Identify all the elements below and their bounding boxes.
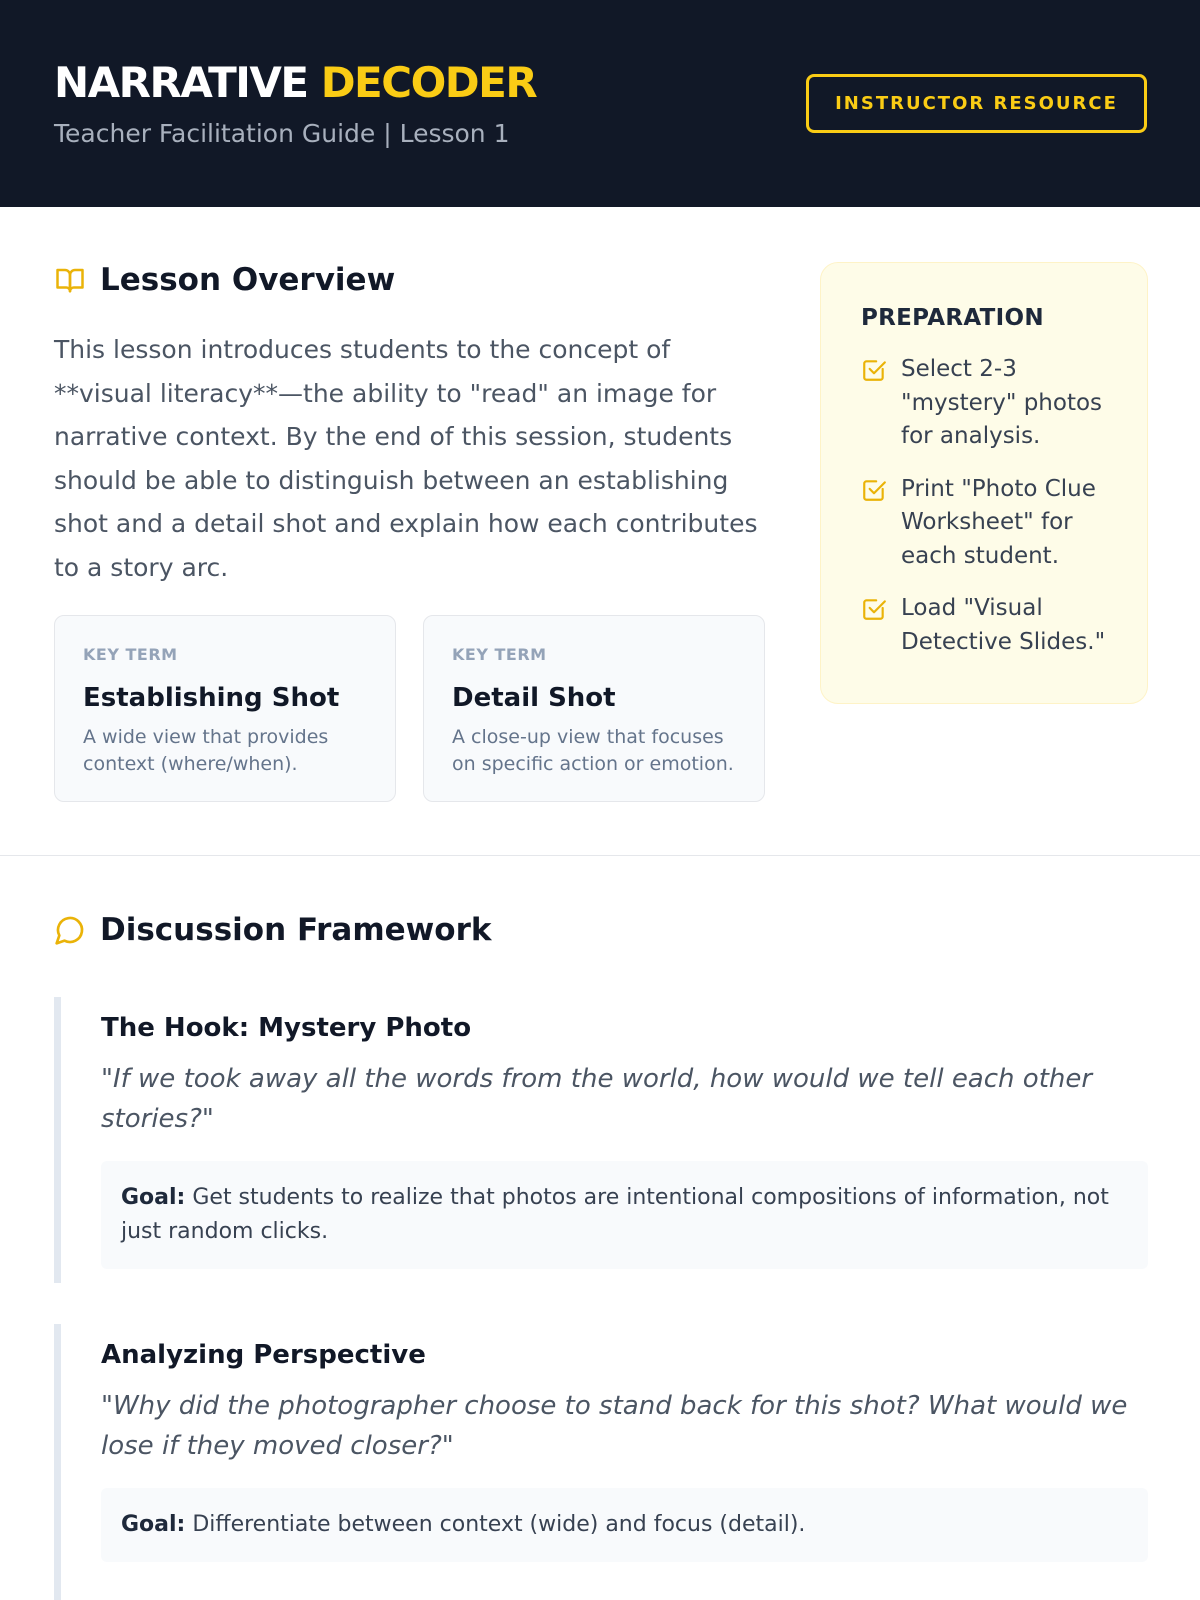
lesson-overview-text: This lesson introduces students to the concept of **visual literacy**—the ability to "read" an image for narrative context. By the end of this session, students should be able to distinguish between an establishing shot and a detail shot and explain how each contributes to a story arc.	[54, 335, 758, 582]
key-term-kicker: KEY TERM	[83, 645, 178, 664]
discussion-block-quote: "If we took away all the words from the world, how would we tell each other stories?"	[101, 1064, 1093, 1134]
key-term-title: Detail Shot	[452, 683, 616, 713]
page-subtitle: Teacher Facilitation Guide | Lesson 1	[54, 119, 510, 148]
goal-text: Get students to realize that photos are intentional compositions of information, not just random clicks.	[121, 1185, 1109, 1244]
preparation-item	[861, 473, 1117, 574]
preparation-item-text: Select 2-3 "mystery" photos for analysis.	[901, 356, 1103, 449]
preparation-title: PREPARATION	[861, 305, 1044, 331]
book-open-icon	[54, 265, 86, 295]
key-term-card-detail	[423, 615, 765, 802]
brand-title	[54, 58, 536, 108]
preparation-item	[861, 353, 1117, 454]
preparation-item-text: Load "Visual Detective Slides."	[901, 595, 1106, 655]
key-term-card-establishing	[54, 615, 396, 802]
lesson-overview-title: Lesson Overview	[100, 262, 396, 298]
discussion-framework-title: Discussion Framework	[100, 912, 492, 948]
key-term-description: A wide view that provides context (where/when).	[83, 726, 329, 775]
discussion-framework-heading	[54, 912, 492, 948]
preparation-item-text: Print "Photo Clue Worksheet" for each student.	[901, 475, 1096, 569]
goal-label: Goal:	[121, 1512, 186, 1537]
key-term-kicker: KEY TERM	[452, 645, 547, 664]
discussion-block-quote: "Why did the photographer choose to stand back for this shot? What would we lose if they moved closer?"	[101, 1391, 1128, 1461]
discussion-block-title: Analyzing Perspective	[101, 1340, 426, 1370]
brand-title-part2: DECODER	[320, 58, 537, 107]
checkbox-icon	[861, 473, 887, 574]
checkbox-icon	[861, 353, 887, 454]
page-header	[0, 0, 1200, 207]
discussion-goal-box	[101, 1161, 1148, 1269]
goal-label: Goal:	[121, 1185, 186, 1210]
preparation-panel	[820, 262, 1148, 704]
discussion-block-perspective	[54, 1324, 1148, 1600]
goal-text: Differentiate between context (wide) and focus (detail).	[192, 1512, 806, 1537]
key-term-title: Establishing Shot	[83, 683, 340, 713]
chat-bubble-icon	[54, 914, 86, 946]
instructor-resource-badge[interactable]: INSTRUCTOR RESOURCE	[806, 74, 1147, 133]
preparation-item	[861, 592, 1117, 659]
discussion-block-hook	[54, 997, 1148, 1283]
section-divider	[0, 855, 1200, 856]
discussion-goal-box	[101, 1488, 1148, 1562]
preparation-list	[861, 353, 1117, 659]
checkbox-icon	[861, 592, 887, 659]
lesson-overview-heading	[54, 262, 395, 298]
key-term-description: A close-up view that focuses on specific action or emotion.	[452, 726, 734, 775]
discussion-block-title: The Hook: Mystery Photo	[101, 1013, 472, 1043]
brand-title-part1: NARRATIVE	[54, 58, 308, 107]
